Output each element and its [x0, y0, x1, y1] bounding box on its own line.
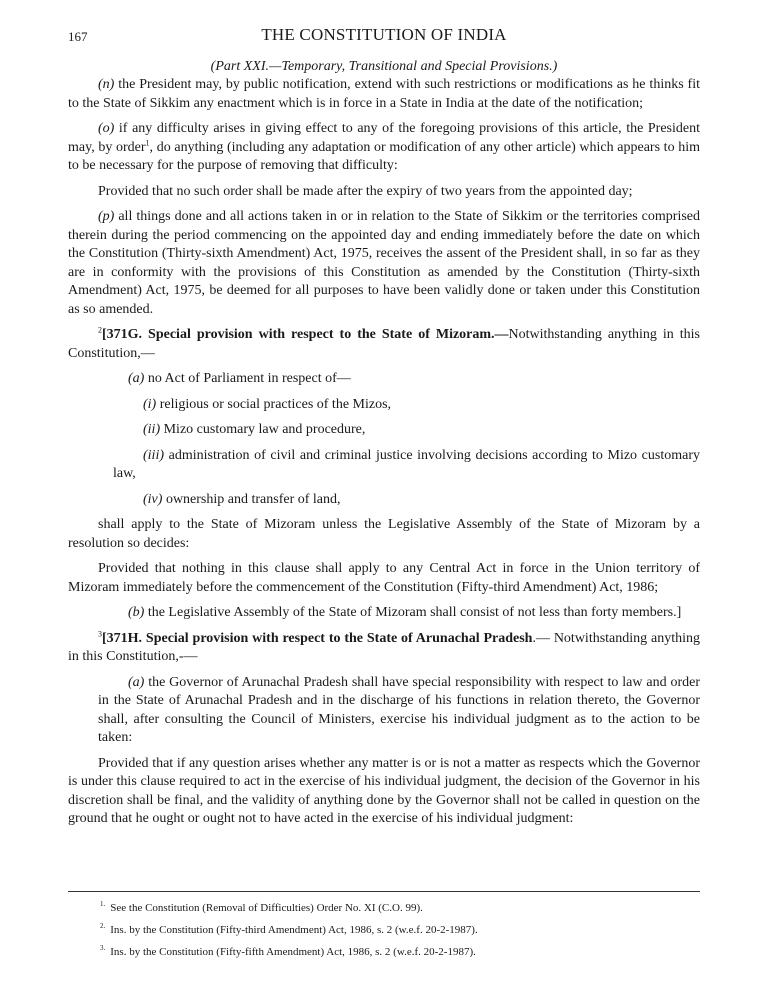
clause-o-marker: (o) [98, 121, 115, 136]
clause-o-proviso: Provided that no such order shall be made after the expiry of two years from the appointed day; [98, 183, 633, 199]
item-iii-text: administration of civil and criminal justice involving decisions according to Mizo customary law, [113, 447, 700, 481]
clause-p-marker: (p) [98, 209, 115, 224]
footnote-divider [68, 891, 700, 892]
section-371h-title-tail: .— [532, 630, 550, 646]
item-i-marker: (i) [143, 396, 157, 412]
footnotes [100, 897, 700, 963]
clause-n-marker: (n) [98, 77, 115, 92]
clause-p [68, 208, 700, 319]
part-title: (Part XXI.—Temporary, Transitional and Special Provisions.) [210, 59, 558, 74]
section-371g-intro: Notwithstanding anything in this Constitution,— [68, 327, 700, 361]
footnote-2 [100, 919, 700, 941]
section-371g-apply: shall apply to the State of Mizoram unless the Legislative Assembly of the State of Mizoram by a resolution so decides: [68, 517, 700, 551]
clause-o-text-a: if any difficulty arises in giving effect to any of the foregoing provisions of this article, the President may, by order [68, 121, 700, 155]
document-body [68, 76, 700, 836]
item-iii-marker: (iii) [143, 447, 164, 463]
clause-o [68, 120, 700, 176]
section-371g-item-iv [68, 491, 700, 510]
item-i-text: religious or social practices of the Mizos, [156, 396, 392, 412]
clause-a-text: the Governor of Arunachal Pradesh shall have special responsibility with respect to law and order in the State of Arunachal Pradesh and in the discharge of his functions in relation thereto, the Governor shall, after consulting the Council of Ministers, exercise his individual judgment as to the action to be taken: [98, 674, 700, 745]
section-371g-title: [371G. Special provision with respect to the State of Mizoram.— [102, 327, 509, 342]
clause-a-text: no Act of Parliament in respect of— [144, 371, 351, 386]
footnote-text: See the Constitution (Removal of Difficulties) Order No. XI (C.O. 99). [110, 902, 423, 914]
clause-n-text: the President may, by public notification, extend with such restrictions or modifications as he thinks fit to the State of Sikkim any enactment which is in force in a State in India at the date of the notification; [68, 77, 700, 111]
clause-b-marker: (b) [128, 605, 145, 620]
section-371g-item-ii [68, 421, 700, 440]
section-371h-clause-a [68, 674, 700, 748]
footnote-text: Ins. by the Constitution (Fifty-fifth Amendment) Act, 1986, s. 2 (w.e.f. 20-2-1987). [110, 946, 476, 958]
section-371h-title: [371H. Special provision with respect to the State of Arunachal Pradesh [102, 630, 533, 646]
section-371g-proviso: Provided that nothing in this clause shall apply to any Central Act in force in the Union territory of Mizoram immediately before the commencement of the Constitution (Fifty-third Amendment) Act, 1986; [68, 561, 700, 595]
footnote-ref-2[interactable]: 2 [98, 325, 102, 335]
section-371h-intro: Notwithstanding anything in this Constitution,-— [68, 630, 700, 664]
clause-a-marker: (a) [128, 371, 145, 386]
footnote-number: 1. [100, 900, 106, 909]
section-371g-item-iii [68, 447, 700, 484]
item-ii-text: Mizo customary law and procedure, [160, 422, 366, 437]
footnote-3 [100, 941, 700, 963]
footnote-number: 3. [100, 944, 106, 953]
item-ii-marker: (ii) [143, 422, 161, 437]
section-371g-clause-b [68, 604, 700, 623]
running-title: THE CONSTITUTION OF INDIA [261, 25, 507, 44]
clause-p-text: all things done and all actions taken in or in relation to the State of Sikkim or the territories comprised therein during the period commencing on the appointed day and ending immediately before the date on which the Constitution (Thirty-sixth Amendment) Act, 1975, receives the assent of the President shall, in so far as they are in conformity with the provisions of this Constitution as amended by the Constitution (Thirty-sixth Amendment) Act, 1975, be deemed for all purposes to have been validly done or taken under this Constitution as so amended. [68, 209, 700, 317]
clause-o-text-b: , do anything (including any adaptation or modification of any other article) which appears to him to be necessary for the purpose of removing that difficulty: [68, 139, 700, 173]
clause-b-text: the Legislative Assembly of the State of Mizoram shall consist of not less than forty members.] [144, 605, 682, 620]
section-371g-item-i [68, 396, 700, 415]
footnote-ref-3[interactable]: 3 [98, 628, 102, 638]
footnote-1 [100, 897, 700, 919]
footnote-text: Ins. by the Constitution (Fifty-third Amendment) Act, 1986, s. 2 (w.e.f. 20-2-1987). [110, 924, 478, 936]
item-iv-marker: (iv) [143, 491, 163, 507]
footnote-ref-1[interactable]: 1 [145, 137, 150, 147]
clause-n [68, 76, 700, 113]
clause-a-marker: (a) [128, 674, 145, 690]
section-371g-heading [68, 326, 700, 363]
page-header [68, 26, 700, 50]
section-371h-proviso: Provided that if any question arises whether any matter is or is not a matter as respects which the Governor is under this clause required to act in the exercise of his individual judgment, the decision of the Governor in his discretion shall be final, and the validity of anything done by the Governor shall not be called in question on the ground that he ought or ought not to have acted in the exercise of his individual judgment: [68, 755, 700, 826]
section-371g-clause-a [68, 370, 700, 389]
section-371h-heading [68, 630, 700, 667]
footnote-number: 2. [100, 922, 106, 931]
page-number: 167 [68, 29, 88, 44]
item-iv-text: ownership and transfer of land, [162, 491, 341, 507]
